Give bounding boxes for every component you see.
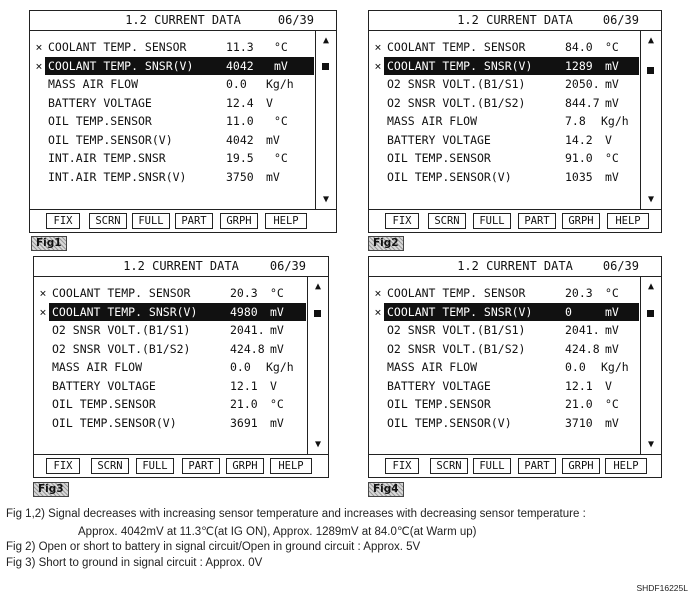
data-list: [34, 284, 306, 432]
panel-title: 1.2 CURRENT DATA: [457, 259, 573, 273]
help-button[interactable]: HELP: [265, 213, 307, 229]
item-label: O2 SNSR VOLT.(B1/S2): [387, 95, 526, 110]
scan-panel-2: [368, 10, 662, 233]
item-value: 4042: [226, 132, 254, 147]
item-unit: mV: [605, 58, 619, 73]
list-item[interactable]: [30, 94, 314, 113]
list-item[interactable]: [34, 358, 306, 377]
item-label: BATTERY VOLTAGE: [387, 378, 491, 393]
part-button[interactable]: PART: [518, 213, 556, 229]
part-button[interactable]: PART: [518, 458, 556, 474]
selected-mark: ×: [374, 286, 382, 300]
item-label: O2 SNSR VOLT.(B1/S2): [387, 341, 526, 356]
panel-title: 1.2 CURRENT DATA: [457, 13, 573, 27]
item-unit: °C: [605, 286, 619, 300]
scrollbar[interactable]: [307, 277, 328, 454]
item-label: COOLANT TEMP. SENSOR: [48, 40, 187, 54]
item-value: 11.3: [226, 40, 254, 54]
scrn-button[interactable]: SCRN: [91, 458, 129, 474]
list-item[interactable]: [369, 395, 639, 414]
item-unit: mV: [605, 323, 619, 337]
caption-line-3: Fig 2) Open or short to battery in signal circuit/Open in ground circuit : Approx. 5V: [6, 541, 421, 553]
item-label: INT.AIR TEMP.SNSR: [48, 151, 166, 165]
list-item[interactable]: [369, 377, 639, 396]
item-value: 0: [565, 304, 572, 319]
page-indicator: 06/39: [602, 259, 639, 273]
fix-button[interactable]: FIX: [385, 458, 419, 474]
selected-mark: ×: [374, 58, 382, 73]
panel-header: [369, 257, 661, 277]
list-item[interactable]: [369, 75, 639, 94]
full-button[interactable]: FULL: [473, 213, 511, 229]
selected-mark: ×: [39, 286, 47, 300]
item-label: OIL TEMP.SENSOR(V): [387, 415, 512, 430]
list-item[interactable]: [369, 321, 639, 340]
item-unit: V: [605, 378, 612, 393]
item-unit: °C: [274, 151, 288, 165]
fix-button[interactable]: FIX: [46, 213, 80, 229]
list-item[interactable]: [30, 38, 314, 57]
list-item-selected-wrap[interactable]: [369, 57, 639, 76]
selected-mark: ×: [35, 58, 43, 73]
function-key-bar: [369, 454, 661, 477]
full-button[interactable]: FULL: [132, 213, 170, 229]
item-unit: mV: [270, 323, 284, 337]
item-unit: °C: [270, 397, 284, 411]
item-value: 4980: [230, 304, 258, 319]
part-button[interactable]: PART: [175, 213, 213, 229]
list-item[interactable]: [34, 284, 306, 303]
scan-panel-1: [29, 10, 337, 233]
item-unit: V: [270, 378, 277, 393]
item-unit: °C: [605, 397, 619, 411]
item-unit: °C: [270, 286, 284, 300]
list-item[interactable]: [369, 358, 639, 377]
panel-title: 1.2 CURRENT DATA: [123, 259, 239, 273]
list-item[interactable]: [369, 38, 639, 57]
figure-label: Fig2: [368, 236, 404, 251]
item-label: COOLANT TEMP. SENSOR: [387, 286, 526, 300]
item-value: 1289: [565, 58, 593, 73]
item-value: 14.2: [565, 132, 593, 147]
grph-button[interactable]: GRPH: [226, 458, 264, 474]
list-item[interactable]: [369, 168, 639, 187]
list-item[interactable]: [369, 94, 639, 113]
list-item-highlighted[interactable]: [384, 57, 639, 76]
item-label: O2 SNSR VOLT.(B1/S1): [387, 77, 526, 91]
fix-button[interactable]: FIX: [385, 213, 419, 229]
item-label: MASS AIR FLOW: [387, 114, 478, 128]
item-unit: °C: [605, 40, 619, 54]
item-value: 844.7: [565, 95, 600, 110]
item-label: OIL TEMP.SENSOR: [52, 397, 156, 411]
list-item-highlighted[interactable]: [49, 303, 306, 322]
list-item-selected-wrap[interactable]: [30, 57, 314, 76]
list-item[interactable]: [30, 75, 314, 94]
item-value: 12.4: [226, 95, 254, 110]
list-item[interactable]: [369, 112, 639, 131]
list-item[interactable]: [369, 284, 639, 303]
list-item[interactable]: [34, 340, 306, 359]
item-value: 3710: [565, 415, 593, 430]
help-button[interactable]: HELP: [607, 213, 649, 229]
item-value: 12.1: [565, 378, 593, 393]
item-unit: V: [266, 95, 273, 110]
list-item[interactable]: [34, 414, 306, 433]
item-label: OIL TEMP.SENSOR(V): [52, 415, 177, 430]
item-label: OIL TEMP.SENSOR(V): [48, 132, 173, 147]
help-button[interactable]: HELP: [605, 458, 647, 474]
item-value: 20.3: [230, 286, 258, 300]
item-unit: mV: [270, 415, 284, 430]
list-item[interactable]: [369, 414, 639, 433]
item-unit: mV: [605, 77, 619, 91]
item-label: COOLANT TEMP. SENSOR: [52, 286, 191, 300]
caption-line-2: Approx. 4042mV at 11.3℃(at IG ON), Approx. 1289mV at 84.0℃(at Warm up): [78, 526, 477, 538]
function-key-bar: [34, 454, 328, 477]
page-indicator: 06/39: [277, 13, 314, 27]
list-item[interactable]: [369, 340, 639, 359]
panel-header: [34, 257, 328, 277]
grph-button[interactable]: GRPH: [562, 213, 600, 229]
item-value: 0.0: [565, 360, 586, 374]
item-unit: mV: [266, 132, 280, 147]
item-label: BATTERY VOLTAGE: [387, 132, 491, 147]
item-label: OIL TEMP.SENSOR: [387, 151, 491, 165]
item-unit: °C: [274, 114, 288, 128]
item-value: 0.0: [226, 77, 247, 91]
item-unit: mV: [266, 169, 280, 184]
list-item[interactable]: [30, 131, 314, 150]
scroll-thumb[interactable]: [647, 310, 654, 317]
triangle-up-icon[interactable]: ▲: [647, 35, 655, 46]
item-value: 3750: [226, 169, 254, 184]
item-unit: mV: [605, 415, 619, 430]
data-list: [369, 38, 639, 186]
scrn-button[interactable]: SCRN: [430, 458, 468, 474]
item-value: 11.0: [226, 114, 254, 128]
list-item-selected-wrap[interactable]: [369, 303, 639, 322]
item-label: O2 SNSR VOLT.(B1/S1): [52, 323, 191, 337]
item-label: MASS AIR FLOW: [48, 77, 139, 91]
function-key-bar: [369, 209, 661, 232]
item-label: OIL TEMP.SENSOR: [48, 114, 152, 128]
item-label: COOLANT TEMP. SENSOR: [387, 40, 526, 54]
list-item-highlighted[interactable]: [45, 57, 314, 76]
item-label: BATTERY VOLTAGE: [48, 95, 152, 110]
item-unit: mV: [270, 341, 284, 356]
list-item-selected-wrap[interactable]: [34, 303, 306, 322]
list-item[interactable]: [30, 112, 314, 131]
item-label: COOLANT TEMP. SNSR(V): [48, 58, 194, 73]
item-value: 21.0: [565, 397, 593, 411]
scan-panel-3: [33, 256, 329, 478]
item-unit: mV: [605, 304, 619, 319]
item-label: MASS AIR FLOW: [387, 360, 478, 374]
item-value: 12.1: [230, 378, 258, 393]
list-item-highlighted[interactable]: [384, 303, 639, 322]
list-item[interactable]: [34, 377, 306, 396]
scan-panel-4: [368, 256, 662, 478]
help-button[interactable]: HELP: [270, 458, 312, 474]
figure-label: Fig4: [368, 482, 404, 497]
function-key-bar: [30, 209, 336, 232]
item-unit: Kg/h: [266, 360, 294, 374]
list-item[interactable]: [34, 395, 306, 414]
page-indicator: 06/39: [269, 259, 306, 273]
item-value: 19.5: [226, 151, 254, 165]
figure-label: Fig3: [33, 482, 69, 497]
triangle-up-icon[interactable]: ▲: [322, 35, 330, 46]
panel-header: [30, 11, 336, 31]
triangle-down-icon[interactable]: ▼: [647, 194, 655, 205]
document-code: SHDF16225L: [636, 583, 688, 593]
fix-button[interactable]: FIX: [46, 458, 80, 474]
item-unit: °C: [274, 40, 288, 54]
full-button[interactable]: FULL: [136, 458, 174, 474]
item-unit: mV: [605, 169, 619, 184]
full-button[interactable]: FULL: [473, 458, 511, 474]
item-value: 1035: [565, 169, 593, 184]
item-unit: V: [605, 132, 612, 147]
item-value: 2041.: [230, 323, 265, 337]
data-list: [369, 284, 639, 432]
item-unit: Kg/h: [601, 360, 629, 374]
page-indicator: 06/39: [602, 13, 639, 27]
item-label: COOLANT TEMP. SNSR(V): [387, 58, 533, 73]
item-label: O2 SNSR VOLT.(B1/S2): [52, 341, 191, 356]
item-label: MASS AIR FLOW: [52, 360, 143, 374]
data-list: [30, 38, 314, 186]
grph-button[interactable]: GRPH: [562, 458, 600, 474]
scroll-thumb[interactable]: [322, 63, 329, 70]
item-value: 2050.: [565, 77, 600, 91]
part-button[interactable]: PART: [182, 458, 220, 474]
list-item[interactable]: [369, 149, 639, 168]
item-label: COOLANT TEMP. SNSR(V): [52, 304, 198, 319]
scrollbar[interactable]: [640, 31, 661, 209]
triangle-up-icon[interactable]: ▲: [647, 281, 655, 292]
triangle-down-icon[interactable]: ▼: [322, 194, 330, 205]
item-unit: Kg/h: [601, 114, 629, 128]
list-item[interactable]: [369, 131, 639, 150]
selected-mark: ×: [374, 304, 382, 319]
scroll-thumb[interactable]: [314, 310, 321, 317]
item-unit: mV: [605, 341, 619, 356]
caption-line-4: Fig 3) Short to ground in signal circuit : Approx. 0V: [6, 557, 263, 569]
item-value: 424.8: [230, 341, 265, 356]
triangle-down-icon[interactable]: ▼: [647, 439, 655, 450]
item-value: 0.0: [230, 360, 251, 374]
grph-button[interactable]: GRPH: [220, 213, 258, 229]
selected-mark: ×: [374, 40, 382, 54]
item-value: 91.0: [565, 151, 593, 165]
item-label: COOLANT TEMP. SNSR(V): [387, 304, 533, 319]
item-value: 424.8: [565, 341, 600, 356]
scrollbar[interactable]: [315, 31, 336, 209]
caption-line-1: Fig 1,2) Signal decreases with increasing sensor temperature and increases with decreasing sensor temperature :: [6, 508, 586, 520]
item-unit: Kg/h: [266, 77, 294, 91]
item-unit: °C: [605, 151, 619, 165]
item-label: OIL TEMP.SENSOR(V): [387, 169, 512, 184]
item-label: O2 SNSR VOLT.(B1/S1): [387, 323, 526, 337]
triangle-down-icon[interactable]: ▼: [314, 439, 322, 450]
item-label: INT.AIR TEMP.SNSR(V): [48, 169, 187, 184]
scrn-button[interactable]: SCRN: [89, 213, 127, 229]
selected-mark: ×: [39, 304, 47, 319]
item-value: 3691: [230, 415, 258, 430]
item-value: 84.0: [565, 40, 593, 54]
item-label: OIL TEMP.SENSOR: [387, 397, 491, 411]
item-unit: mV: [605, 95, 619, 110]
item-value: 7.8: [565, 114, 586, 128]
item-value: 21.0: [230, 397, 258, 411]
item-value: 2041.: [565, 323, 600, 337]
item-value: 20.3: [565, 286, 593, 300]
figure-label: Fig1: [31, 236, 67, 251]
panel-title: 1.2 CURRENT DATA: [125, 13, 241, 27]
item-unit: mV: [274, 58, 288, 73]
item-value: 4042: [226, 58, 254, 73]
list-item[interactable]: [34, 321, 306, 340]
panel-header: [369, 11, 661, 31]
scroll-thumb[interactable]: [647, 67, 654, 74]
scrollbar[interactable]: [640, 277, 661, 454]
triangle-up-icon[interactable]: ▲: [314, 281, 322, 292]
item-label: BATTERY VOLTAGE: [52, 378, 156, 393]
selected-mark: ×: [35, 40, 43, 54]
list-item[interactable]: [30, 168, 314, 187]
item-unit: mV: [270, 304, 284, 319]
list-item[interactable]: [30, 149, 314, 168]
scrn-button[interactable]: SCRN: [428, 213, 466, 229]
